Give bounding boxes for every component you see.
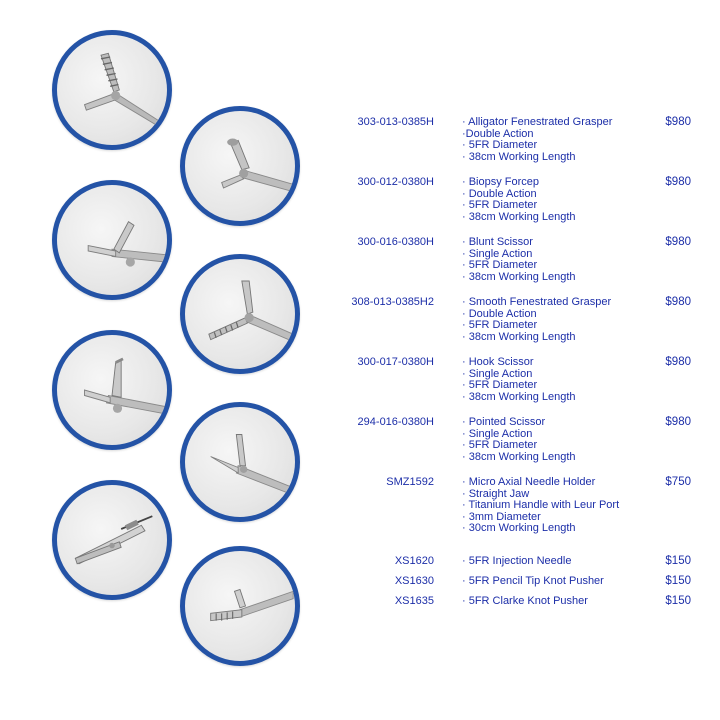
needle-holder-icon: [57, 485, 167, 595]
product-description: [462, 177, 576, 223]
hook-scissor-icon: [57, 335, 167, 445]
desc-line: · 5FR Clarke Knot Pusher: [462, 595, 588, 607]
desc-line: · Titanium Handle with Leur Port: [462, 499, 620, 511]
product-price: $150: [665, 575, 691, 587]
product-description: [462, 417, 576, 463]
product-sku: 294-016-0380H: [357, 416, 434, 428]
desc-line: · Pointed Scissor: [462, 416, 546, 428]
desc-line: · Micro Axial Needle Holder: [462, 476, 596, 488]
desc-line: · Single Action: [462, 427, 533, 440]
product-sku: SMZ1592: [386, 476, 434, 488]
desc-line: · 3mm Diameter: [462, 510, 541, 523]
desc-line: · Straight Jaw: [462, 487, 530, 500]
desc-line: · 5FR Injection Needle: [462, 555, 572, 567]
product-price: $980: [665, 356, 691, 368]
desc-line: · 38cm Working Length: [462, 270, 576, 283]
blunt-scissor-icon: [57, 185, 167, 295]
desc-line: · 38cm Working Length: [462, 210, 576, 223]
product-sku: 300-012-0380H: [357, 176, 434, 188]
desc-line: · 38cm Working Length: [462, 450, 576, 463]
biopsy-forcep-icon: [185, 111, 295, 221]
desc-line: · 5FR Diameter: [462, 379, 538, 391]
product-price: $980: [665, 116, 691, 128]
product-description: [462, 477, 619, 535]
product-sku: 303-013-0385H: [357, 116, 434, 128]
product-price: $150: [665, 595, 691, 607]
desc-line: · 38cm Working Length: [462, 150, 576, 163]
knot-pusher-icon: [185, 551, 295, 661]
desc-line: · Smooth Fenestrated Grasper: [462, 296, 612, 308]
product-description: [462, 596, 588, 608]
desc-line: · Blunt Scissor: [462, 236, 533, 248]
desc-line: · 30cm Working Length: [462, 522, 576, 534]
desc-line: · 38cm Working Length: [462, 390, 576, 403]
alligator-grasper-image: [52, 30, 172, 150]
desc-line: · 5FR Diameter: [462, 439, 538, 451]
product-price: $980: [665, 176, 691, 188]
blunt-scissor-image: [52, 180, 172, 300]
desc-line: · 5FR Diameter: [462, 199, 538, 211]
desc-line: · 5FR Pencil Tip Knot Pusher: [462, 575, 604, 587]
product-price: $750: [665, 476, 691, 488]
desc-line: · 5FR Diameter: [462, 319, 538, 331]
hook-scissor-image: [52, 330, 172, 450]
product-description: [462, 576, 604, 588]
desc-line: · Single Action: [462, 247, 533, 260]
product-description: [462, 117, 612, 163]
needle-holder-image: [52, 480, 172, 600]
product-price: $980: [665, 296, 691, 308]
desc-line: · 38cm Working Length: [462, 330, 576, 343]
desc-line: · Double Action: [462, 307, 537, 320]
desc-line: · Single Action: [462, 367, 533, 380]
product-description: [462, 237, 576, 283]
product-sku: XS1620: [394, 555, 434, 567]
alligator-grasper-icon: [57, 35, 167, 145]
product-sku: XS1635: [394, 595, 434, 607]
desc-line: · Biopsy Forcep: [462, 176, 540, 188]
product-description: [462, 357, 576, 403]
biopsy-forcep-image: [180, 106, 300, 226]
smooth-grasper-image: [180, 254, 300, 374]
product-sku: 300-017-0380H: [357, 356, 434, 368]
product-price: $150: [665, 555, 691, 567]
product-sku: 300-016-0380H: [357, 236, 434, 248]
product-description: [462, 556, 571, 568]
smooth-grasper-icon: [185, 259, 295, 369]
pointed-scissor-image: [180, 402, 300, 522]
desc-line: · Alligator Fenestrated Grasper: [462, 116, 613, 128]
desc-line: · 5FR Diameter: [462, 259, 538, 271]
desc-line: · Double Action: [462, 187, 537, 200]
desc-line: · Hook Scissor: [462, 356, 534, 368]
product-price: $980: [665, 416, 691, 428]
desc-line: · 5FR Diameter: [462, 139, 538, 151]
product-sku: XS1630: [394, 575, 434, 587]
knot-pusher-image: [180, 546, 300, 666]
desc-line: ·Double Action: [462, 127, 534, 140]
product-price: $980: [665, 236, 691, 248]
pointed-scissor-icon: [185, 407, 295, 517]
product-sku: 308-013-0385H2: [351, 296, 434, 308]
product-description: [462, 297, 611, 343]
